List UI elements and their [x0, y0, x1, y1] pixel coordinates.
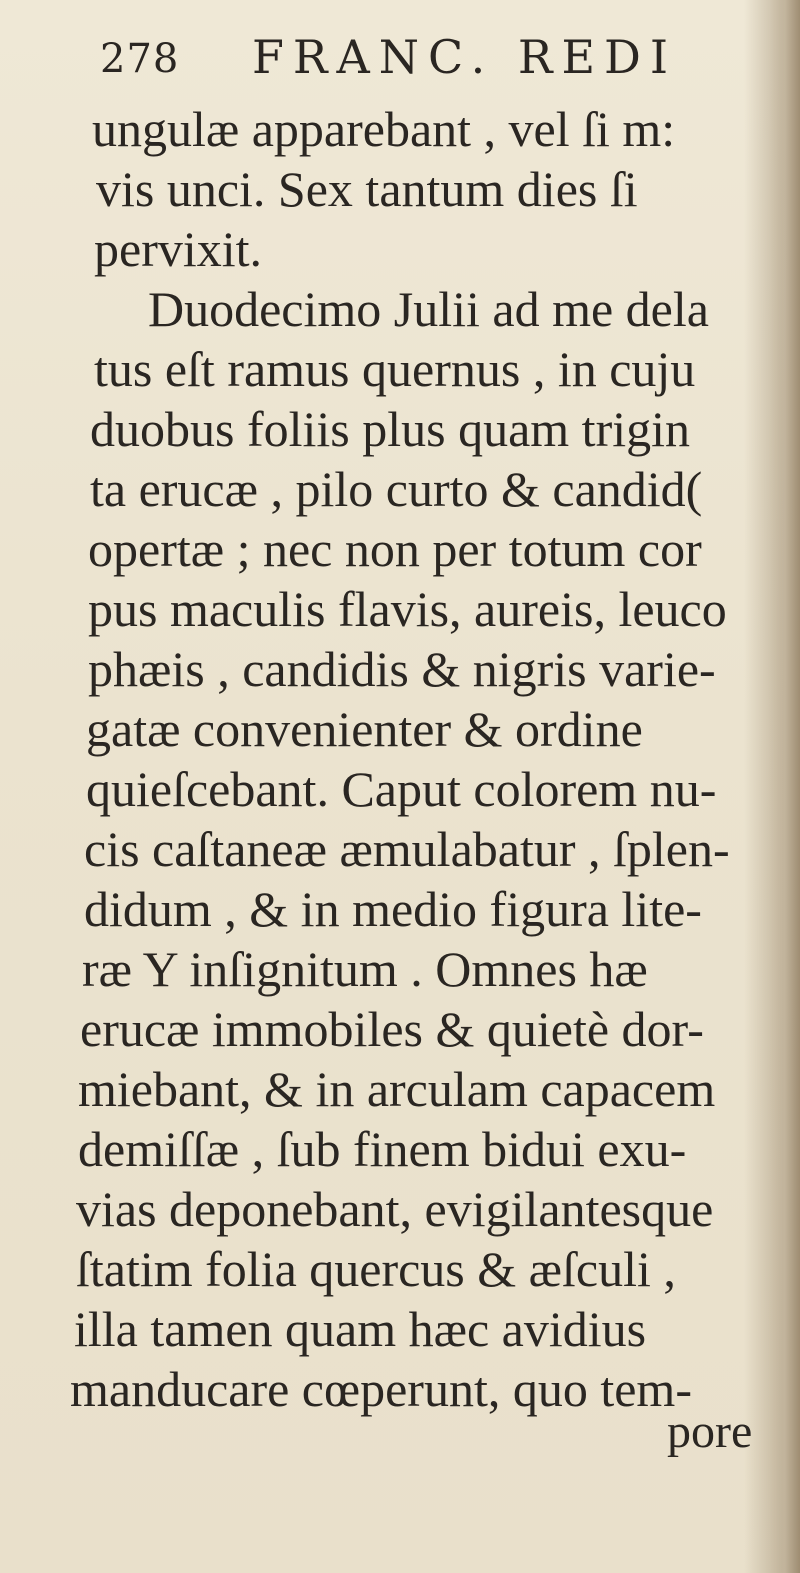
text-line: quieſcebant. Caput colorem nu-	[86, 761, 717, 817]
text-line: duobus foliis plus quam trigin	[90, 401, 690, 457]
text-line: illa tamen quam hæc avidius	[74, 1301, 647, 1357]
text-line: gatæ convenienter & ordine	[86, 701, 643, 757]
text-line: pervixit.	[94, 221, 263, 277]
text-line: tus eſt ramus quernus , in cuju	[94, 341, 696, 397]
text-line: manducare cœperunt, quo tem-	[70, 1361, 692, 1417]
text-line: Duodecimo Julii ad me dela	[148, 281, 709, 337]
running-head: FRANC. REDI	[252, 30, 678, 84]
text-line: ungulæ apparebant , vel ſi m:	[92, 101, 676, 157]
catchword: pore	[667, 1405, 753, 1458]
text-line: demiſſæ , ſub finem bidui exu-	[78, 1121, 687, 1177]
page-number: 278	[100, 36, 180, 82]
text-line: opertæ ; nec non per totum cor	[88, 521, 702, 577]
text-line: didum , & in medio figura lite-	[84, 881, 702, 937]
text-line: phæis , candidis & nigris varie-	[88, 641, 716, 697]
text-line: cis caſtaneæ æmulabatur , ſplen-	[84, 821, 730, 877]
text-line: ſtatim folia quercus & æſculi ,	[76, 1241, 676, 1297]
text-line: ræ Y inſignitum . Omnes hæ	[82, 941, 648, 997]
text-line: vis unci. Sex tantum dies ſi	[96, 161, 638, 217]
text-line: pus maculis flavis, aureis, leuco	[88, 581, 727, 637]
text-line: miebant, & in arculam capacem	[78, 1061, 716, 1117]
text-line: erucæ immobiles & quietè dor-	[80, 1001, 704, 1057]
page-gutter-shadow	[770, 0, 800, 1573]
text-line: ta erucæ , pilo curto & candid(	[90, 461, 703, 517]
text-line: vias deponebant, evigilantesque	[76, 1181, 714, 1237]
